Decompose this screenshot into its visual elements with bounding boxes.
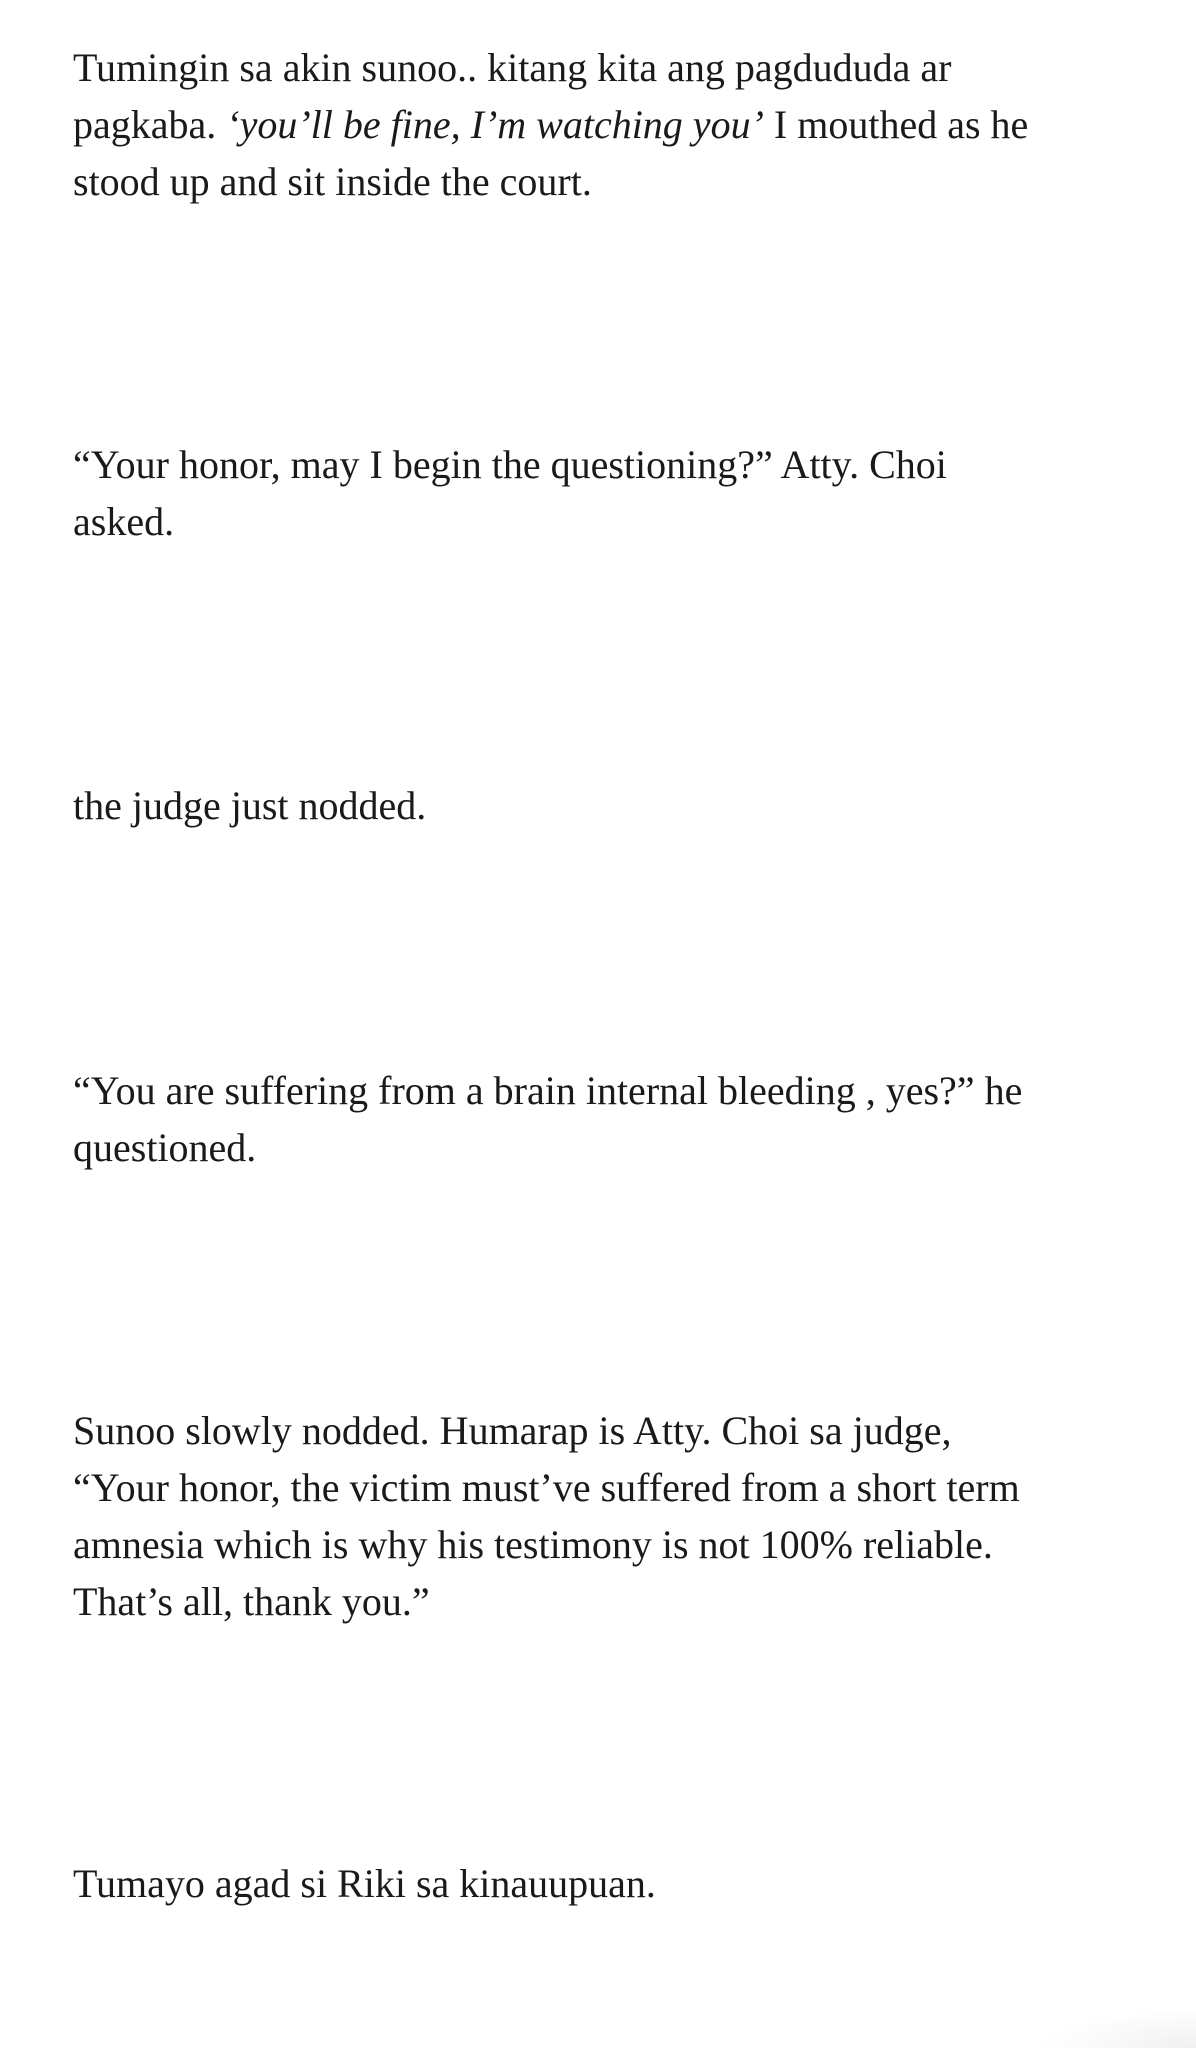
text-run: Tumayo agad si Riki sa kinauupuan. bbox=[73, 1861, 656, 1906]
text-run: “Your honor, the victim must’ve suffered from a short term bbox=[73, 1465, 1020, 1510]
paragraph-2 bbox=[73, 436, 1133, 550]
text-run: amnesia which is why his testimony is not 100% reliable. bbox=[73, 1522, 993, 1567]
text-line bbox=[73, 1459, 1133, 1516]
text-line bbox=[73, 39, 1133, 96]
text-line bbox=[73, 153, 1133, 210]
text-run: pagkaba. bbox=[73, 102, 227, 147]
text-line bbox=[73, 436, 1133, 493]
paragraph-5 bbox=[73, 1402, 1133, 1630]
paragraph-4 bbox=[73, 1062, 1133, 1176]
text-line bbox=[73, 1855, 1133, 1912]
text-run: the judge just nodded. bbox=[73, 783, 427, 828]
text-line bbox=[73, 1402, 1133, 1459]
text-run: Tumingin sa akin sunoo.. kitang kita ang pagdududa ar bbox=[73, 45, 952, 90]
text-line bbox=[73, 493, 1133, 550]
text-line bbox=[73, 777, 1133, 834]
text-line bbox=[73, 1573, 1133, 1630]
text-line bbox=[73, 96, 1133, 153]
text-run: That’s all, thank you.” bbox=[73, 1579, 430, 1624]
text-run: stood up and sit inside the court. bbox=[73, 159, 592, 204]
text-run: questioned. bbox=[73, 1125, 257, 1170]
text-line bbox=[73, 1516, 1133, 1573]
text-line bbox=[73, 1119, 1133, 1176]
paragraph-3 bbox=[73, 777, 1133, 834]
italic-text-run: ‘you’ll be fine, I’m watching you’ bbox=[226, 102, 764, 147]
text-run: asked. bbox=[73, 499, 175, 544]
text-run: “You are suffering from a brain internal bleeding , yes?” he bbox=[73, 1068, 1023, 1113]
paragraph-6 bbox=[73, 1855, 1133, 1912]
text-run: Sunoo slowly nodded. Humarap is Atty. Choi sa judge, bbox=[73, 1408, 952, 1453]
text-run: I mouthed as he bbox=[763, 102, 1029, 147]
page-corner-shadow bbox=[1036, 2008, 1196, 2048]
text-line bbox=[73, 1062, 1133, 1119]
text-run: “Your honor, may I begin the questioning?” Atty. Choi bbox=[73, 442, 947, 487]
paragraph-1 bbox=[73, 39, 1133, 210]
